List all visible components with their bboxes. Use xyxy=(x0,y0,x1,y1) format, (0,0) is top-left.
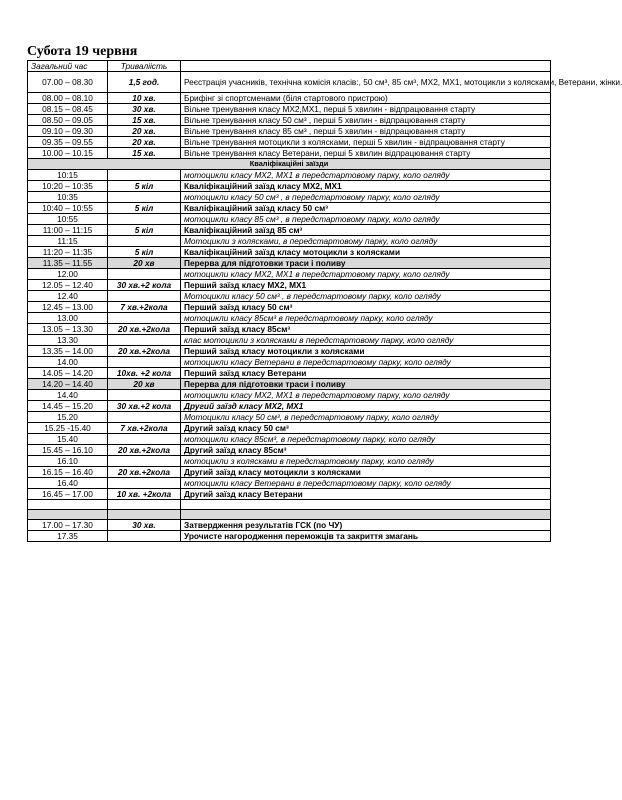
description-cell: Вільне тренування класу 85 см³ , перші 5 хвилин - відпрацювання старту xyxy=(181,126,551,137)
duration-cell: 10 хв. xyxy=(108,93,181,104)
description-cell: Перерва для підготовки траси і поливу xyxy=(181,379,551,390)
description-cell: мотоцикли класу 50 см³ , в передстартовому парку, коло огляду xyxy=(181,192,551,203)
time-cell: 14.45 – 15.20 xyxy=(28,401,108,412)
table-header-row xyxy=(28,61,551,72)
description-cell: Кваліфікаційний заїзд класу мотоцикли з колясками xyxy=(181,247,551,258)
time-cell: 15.25 -15.40 xyxy=(28,423,108,434)
duration-cell xyxy=(108,192,181,203)
time-cell: 16.45 – 17.00 xyxy=(28,489,108,500)
duration-cell xyxy=(108,456,181,467)
time-cell: 17.00 – 17.30 xyxy=(28,520,108,531)
table-row xyxy=(28,520,551,531)
header-duration: Триваліість xyxy=(108,61,181,72)
description-cell: мотоцикли класу 85см³, в передстартовому парку, коло огляду xyxy=(181,434,551,445)
description-cell: Перший заїзд класу Ветерани xyxy=(181,368,551,379)
time-cell: 08.15 – 08.45 xyxy=(28,104,108,115)
time-cell: 08.50 – 09.05 xyxy=(28,115,108,126)
table-row xyxy=(28,390,551,401)
time-cell: 13.05 – 13.30 xyxy=(28,324,108,335)
section-header: Кваліфікаційні заїзди xyxy=(28,159,551,170)
header-time: Загальний час xyxy=(28,61,108,72)
duration-cell: 7 хв.+2кола xyxy=(108,423,181,434)
table-row xyxy=(28,148,551,159)
time-cell: 13.35 – 14.00 xyxy=(28,346,108,357)
table-row xyxy=(28,181,551,192)
duration-cell: 10хв. +2 кола xyxy=(108,368,181,379)
description-cell: мотоцикли класу МХ2, МХ1 в передстартовому парку, коло огляду xyxy=(181,170,551,181)
time-cell: 10:35 xyxy=(28,192,108,203)
table-row xyxy=(28,258,551,269)
description-cell: Урочисте нагородження переможців та закриття змагань xyxy=(181,531,551,542)
description-cell: Кваліфікаційний заїзд класу 50 см³ xyxy=(181,203,551,214)
table-row xyxy=(28,170,551,181)
table-row xyxy=(28,335,551,346)
table-row xyxy=(28,434,551,445)
time-cell: 07.00 – 08.30 xyxy=(28,72,108,93)
header-description xyxy=(181,61,551,72)
time-cell: 12.05 – 12.40 xyxy=(28,280,108,291)
duration-cell xyxy=(108,478,181,489)
table-row xyxy=(28,72,551,93)
time-cell: 10:55 xyxy=(28,214,108,225)
duration-cell: 5 кіл xyxy=(108,225,181,236)
table-row xyxy=(28,192,551,203)
description-cell: Реєстрація учасників, технічна комісія класів:, 50 см³, 85 см³, МХ2, МХ1, мотоцикли з колясками, Ветерани, жінки. xyxy=(181,72,551,93)
time-cell: 13.30 xyxy=(28,335,108,346)
time-cell: 14.05 – 14.20 xyxy=(28,368,108,379)
duration-cell: 20 хв. xyxy=(108,137,181,148)
duration-cell: 30 хв.+2 кола xyxy=(108,401,181,412)
description-cell: Мотоцикли класу 50 см³ , в передстартовому парку, коло огляду xyxy=(181,291,551,302)
description-cell: Другий заїзд класу мотоцикли з колясками xyxy=(181,467,551,478)
duration-cell: 5 кіл xyxy=(108,203,181,214)
time-cell: 08.00 – 08.10 xyxy=(28,93,108,104)
schedule-table xyxy=(27,60,622,542)
table-row xyxy=(28,379,551,390)
time-cell: 09.35 – 09.55 xyxy=(28,137,108,148)
table-row xyxy=(28,500,551,510)
duration-cell: 20 хв.+2кола xyxy=(108,445,181,456)
time-cell: 14.20 – 14.40 xyxy=(28,379,108,390)
duration-cell xyxy=(108,335,181,346)
description-cell: Брифінг зі спортсменами (біля стартового пристрою) xyxy=(181,93,551,104)
description-cell: Другий заїзд класу МХ2, МХ1 xyxy=(181,401,551,412)
time-cell: 16.40 xyxy=(28,478,108,489)
table-row xyxy=(28,93,551,104)
time-cell: 14.40 xyxy=(28,390,108,401)
time-cell: 16.15 – 16.40 xyxy=(28,467,108,478)
duration-cell: 5 кіл xyxy=(108,247,181,258)
description-cell: Перший заїзд класу 50 см³ xyxy=(181,302,551,313)
time-cell: 11.35 – 11.55 xyxy=(28,258,108,269)
time-cell: 11:20 – 11:35 xyxy=(28,247,108,258)
table-row xyxy=(28,489,551,500)
description-cell: Кваліфікаційний заїзд 85 см³ xyxy=(181,225,551,236)
duration-cell: 5 кіл xyxy=(108,181,181,192)
duration-cell xyxy=(108,390,181,401)
description-cell: Перший заїзд класу МХ2, МХ1 xyxy=(181,280,551,291)
time-cell: 15.45 – 16.10 xyxy=(28,445,108,456)
description-cell: мотоцикли класу 85см³ в передстартовому парку, коло огляду xyxy=(181,313,551,324)
table-row xyxy=(28,531,551,542)
duration-cell xyxy=(108,269,181,280)
description-cell: Другий заїзд класу Ветерани xyxy=(181,489,551,500)
table-row xyxy=(28,346,551,357)
duration-cell: 20 хв.+2кола xyxy=(108,324,181,335)
table-row xyxy=(28,368,551,379)
time-cell: 10:15 xyxy=(28,170,108,181)
table-row xyxy=(28,214,551,225)
time-cell: 10.00 – 10.15 xyxy=(28,148,108,159)
duration-cell xyxy=(108,510,181,520)
description-cell: Вільне тренування класу Ветерани, перші 5 хвилин відпрацювання старту xyxy=(181,148,551,159)
time-cell: 16.10 xyxy=(28,456,108,467)
duration-cell xyxy=(108,313,181,324)
table-row xyxy=(28,401,551,412)
time-cell xyxy=(28,500,108,510)
duration-cell: 15 хв. xyxy=(108,148,181,159)
duration-cell xyxy=(108,412,181,423)
table-row xyxy=(28,456,551,467)
description-cell xyxy=(181,510,551,520)
description-cell: мотоцикли класу МХ2, МХ1 в передстартовому парку, коло огляду xyxy=(181,269,551,280)
duration-cell xyxy=(108,500,181,510)
page-title: Субота 19 червня xyxy=(27,44,138,59)
table-row xyxy=(28,236,551,247)
time-cell: 09.10 – 09.30 xyxy=(28,126,108,137)
duration-cell xyxy=(108,357,181,368)
description-cell: мотоцикли класу Ветерани в передстартовому парку, коло огляду xyxy=(181,357,551,368)
duration-cell: 30 хв.+2 кола xyxy=(108,280,181,291)
duration-cell: 20 хв xyxy=(108,379,181,390)
description-cell: мотоцикли класу МХ2, МХ1 в передстартовому парку, коло огляду xyxy=(181,390,551,401)
table-row xyxy=(28,126,551,137)
duration-cell: 30 хв. xyxy=(108,520,181,531)
table-row xyxy=(28,225,551,236)
duration-cell: 1,5 год. xyxy=(108,72,181,93)
table-row xyxy=(28,137,551,148)
description-cell: Мотоцикли класу 50 см³, в передстартовому парку, коло огляду xyxy=(181,412,551,423)
table-row xyxy=(28,280,551,291)
table-row xyxy=(28,104,551,115)
duration-cell xyxy=(108,434,181,445)
time-cell xyxy=(28,510,108,520)
table-row xyxy=(28,115,551,126)
description-cell: Перерва для підготовки траси і поливу xyxy=(181,258,551,269)
duration-cell xyxy=(108,214,181,225)
description-cell: мотоцикли з колясками в передстартовому парку, коло огляду xyxy=(181,456,551,467)
description-cell: Вільне тренування мотоцикли з колясками, перші 5 хвилин - відпрацювання старту xyxy=(181,137,551,148)
description-cell: Вільне тренування класу МХ2,МХ1, перші 5 хвилин - відпрацювання старту xyxy=(181,104,551,115)
table-row xyxy=(28,467,551,478)
description-cell: Другий заїзд класу 50 см³ xyxy=(181,423,551,434)
time-cell: 12.00 xyxy=(28,269,108,280)
duration-cell: 20 хв xyxy=(108,258,181,269)
duration-cell: 20 хв.+2кола xyxy=(108,346,181,357)
time-cell: 10:40 – 10:55 xyxy=(28,203,108,214)
time-cell: 13.00 xyxy=(28,313,108,324)
duration-cell: 20 хв. xyxy=(108,126,181,137)
description-cell: Мотоцикли з колясками, в передстартовому парку, коло огляду xyxy=(181,236,551,247)
table-row xyxy=(28,203,551,214)
table-row xyxy=(28,423,551,434)
table-row xyxy=(28,324,551,335)
table-row xyxy=(28,510,551,520)
duration-cell: 30 хв. xyxy=(108,104,181,115)
duration-cell: 20 хв.+2кола xyxy=(108,467,181,478)
table-row xyxy=(28,478,551,489)
description-cell: Перший заїзд класу мотоцикли з колясками xyxy=(181,346,551,357)
duration-cell xyxy=(108,170,181,181)
table-row xyxy=(28,302,551,313)
description-cell: Другий заїзд класу 85см³ xyxy=(181,445,551,456)
table-row xyxy=(28,357,551,368)
table-row xyxy=(28,412,551,423)
duration-cell: 15 хв. xyxy=(108,115,181,126)
time-cell: 11:15 xyxy=(28,236,108,247)
duration-cell xyxy=(108,291,181,302)
table-row xyxy=(28,291,551,302)
table-row xyxy=(28,247,551,258)
time-cell: 15.20 xyxy=(28,412,108,423)
description-cell: мотоцикли класу 85 см³ , в передстартовому парку, коло огляду xyxy=(181,214,551,225)
duration-cell xyxy=(108,236,181,247)
time-cell: 15.40 xyxy=(28,434,108,445)
duration-cell: 7 хв.+2кола xyxy=(108,302,181,313)
time-cell: 12.45 – 13.00 xyxy=(28,302,108,313)
table-row xyxy=(28,313,551,324)
description-cell: мотоцикли класу Ветерани в передстартовому парку, коло огляду xyxy=(181,478,551,489)
description-cell: Перший заїзд класу 85см³ xyxy=(181,324,551,335)
table-row xyxy=(28,159,551,170)
description-cell: Вільне тренування класу 50 см³ , перші 5 хвилин - відпрацювання старту xyxy=(181,115,551,126)
description-cell: клас мотоцикли з колясками в передстартовому парку, коло огляду xyxy=(181,335,551,346)
duration-cell: 10 хв. +2кола xyxy=(108,489,181,500)
time-cell: 11:00 – 11:15 xyxy=(28,225,108,236)
time-cell: 17.35 xyxy=(28,531,108,542)
description-cell: Кваліфікаційний заїзд класу МХ2, МХ1 xyxy=(181,181,551,192)
table-row xyxy=(28,269,551,280)
time-cell: 14.00 xyxy=(28,357,108,368)
description-cell xyxy=(181,500,551,510)
time-cell: 10:20 – 10:35 xyxy=(28,181,108,192)
duration-cell xyxy=(108,531,181,542)
description-cell: Затвердження результатів ГСК (по ЧУ) xyxy=(181,520,551,531)
table-row xyxy=(28,445,551,456)
time-cell: 12.40 xyxy=(28,291,108,302)
